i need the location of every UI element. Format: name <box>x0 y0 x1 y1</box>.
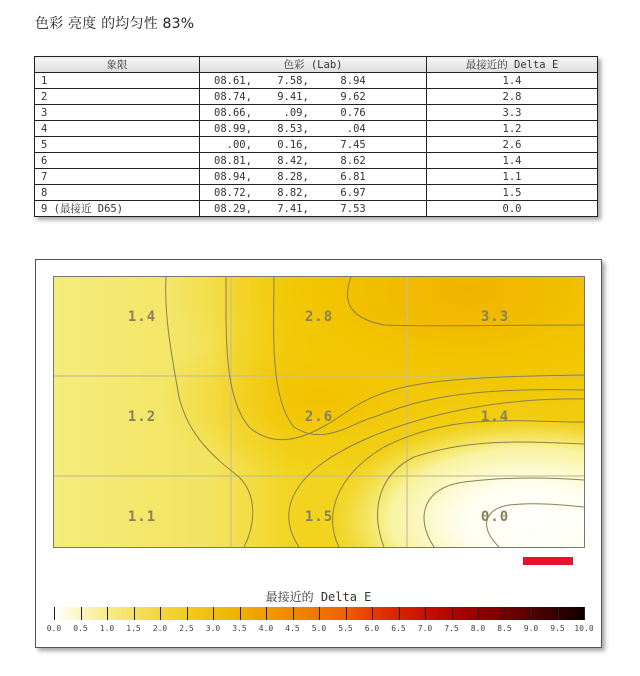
cell-quadrant: 9 (最接近 D65) <box>35 201 200 217</box>
scale-tick-mark <box>81 607 82 620</box>
cell-delta-e: 1.4 <box>427 153 598 169</box>
cell-delta-e: 1.5 <box>427 185 598 201</box>
scale-tick-label: 8.0 <box>470 624 486 633</box>
cell-quadrant: 3 <box>35 105 200 121</box>
quadrant-4-value: 1.2 <box>127 409 157 425</box>
table-row <box>35 105 598 121</box>
header-quadrant: 象限 <box>35 57 200 73</box>
scale-tick-label: 0.5 <box>73 624 88 633</box>
scale-tick-mark <box>584 607 585 620</box>
quadrant-7-value: 1.1 <box>127 509 157 525</box>
scale-tick-mark <box>531 607 532 620</box>
scale-tick-mark <box>452 607 453 620</box>
scale-tick-label: 6.0 <box>364 624 380 633</box>
scale-tick-mark <box>478 607 479 620</box>
scale-tick-label: 6.5 <box>391 624 406 633</box>
scale-tick-mark <box>134 607 135 620</box>
scale-tick-label: 9.5 <box>550 624 565 633</box>
table-row <box>35 121 598 137</box>
scale-tick-label: 5.5 <box>338 624 353 633</box>
scale-tick-mark <box>558 607 559 620</box>
table-row <box>35 137 598 153</box>
scale-tick-mark <box>266 607 267 620</box>
cell-quadrant: 2 <box>35 89 200 105</box>
quadrant-2-value: 2.8 <box>304 309 334 325</box>
scale-tick-mark <box>213 607 214 620</box>
cell-lab: 08.94, 8.28, 6.81 <box>200 169 427 185</box>
cell-quadrant: 8 <box>35 185 200 201</box>
scale-tick-mark <box>399 607 400 620</box>
scale-tick-label: 7.5 <box>444 624 459 633</box>
scale-tick-label: 4.5 <box>285 624 300 633</box>
scale-tick-mark <box>425 607 426 620</box>
cell-delta-e: 1.4 <box>427 73 598 89</box>
cell-lab: 08.66, .09, 0.76 <box>200 105 427 121</box>
scale-tick-mark <box>187 607 188 620</box>
table-row <box>35 89 598 105</box>
cell-delta-e: 0.0 <box>427 201 598 217</box>
header-lab: 色彩 (Lab) <box>200 57 427 73</box>
cell-delta-e: 1.2 <box>427 121 598 137</box>
cell-quadrant: 4 <box>35 121 200 137</box>
scale-tick-label: 9.0 <box>523 624 539 633</box>
scale-tick-label: 0.0 <box>46 624 62 633</box>
scale-tick-mark <box>293 607 294 620</box>
scale-tick-label: 5.0 <box>311 624 327 633</box>
cell-delta-e: 3.3 <box>427 105 598 121</box>
scale-tick-mark <box>346 607 347 620</box>
scale-tick-label: 1.0 <box>99 624 115 633</box>
cell-delta-e: 2.6 <box>427 137 598 153</box>
cell-quadrant: 6 <box>35 153 200 169</box>
cell-lab: .00, 0.16, 7.45 <box>200 137 427 153</box>
scale-tick-label: 4.0 <box>258 624 274 633</box>
scale-tick-label: 3.5 <box>232 624 247 633</box>
scale-tick-label: 1.5 <box>126 624 141 633</box>
scale-tick-mark <box>372 607 373 620</box>
table-row <box>35 201 598 217</box>
quadrant-table <box>34 56 598 217</box>
quadrant-table-wrapper <box>34 56 598 217</box>
scale-tick-label: 10.0 <box>574 624 594 633</box>
cell-lab: 08.74, 9.41, 9.62 <box>200 89 427 105</box>
cell-quadrant: 1 <box>35 73 200 89</box>
quadrant-6-value: 1.4 <box>480 409 510 425</box>
table-header-row <box>35 57 598 73</box>
quadrant-1-value: 1.4 <box>127 309 157 325</box>
uniformity-chart <box>35 259 602 648</box>
scale-tick-label: 7.0 <box>417 624 433 633</box>
legend-title: 最接近的 Delta E <box>265 590 372 604</box>
cell-lab: 08.72, 8.82, 6.97 <box>200 185 427 201</box>
quadrant-3-value: 3.3 <box>480 309 510 325</box>
heatmap-plot <box>53 276 585 548</box>
table-row <box>35 185 598 201</box>
table-row <box>35 73 598 89</box>
cell-lab: 08.29, 7.41, 7.53 <box>200 201 427 217</box>
cell-quadrant: 5 <box>35 137 200 153</box>
scale-tick-label: 2.0 <box>152 624 168 633</box>
cell-lab: 08.81, 8.42, 8.62 <box>200 153 427 169</box>
scale-tick-label: 3.0 <box>205 624 221 633</box>
scale-tick-mark <box>319 607 320 620</box>
scale-tick-mark <box>54 607 55 620</box>
table-row <box>35 153 598 169</box>
page-title: 色彩 亮度 的均匀性 83% <box>35 16 195 32</box>
quadrant-8-value: 1.5 <box>304 509 334 525</box>
scale-tick-mark <box>160 607 161 620</box>
quadrant-5-value: 2.6 <box>304 409 334 425</box>
cell-delta-e: 2.8 <box>427 89 598 105</box>
scale-tick-mark <box>240 607 241 620</box>
quadrant-9-value: 0.0 <box>480 509 510 525</box>
scale-tick-label: 8.5 <box>497 624 512 633</box>
cell-lab: 08.61, 7.58, 8.94 <box>200 73 427 89</box>
header-delta-e: 最接近的 Delta E <box>427 57 598 73</box>
scale-tick-mark <box>505 607 506 620</box>
scale-tick-mark <box>107 607 108 620</box>
cell-quadrant: 7 <box>35 169 200 185</box>
cell-lab: 08.99, 8.53, .04 <box>200 121 427 137</box>
table-row <box>35 169 598 185</box>
cell-delta-e: 1.1 <box>427 169 598 185</box>
d65-reference-marker <box>523 557 573 565</box>
scale-tick-label: 2.5 <box>179 624 194 633</box>
